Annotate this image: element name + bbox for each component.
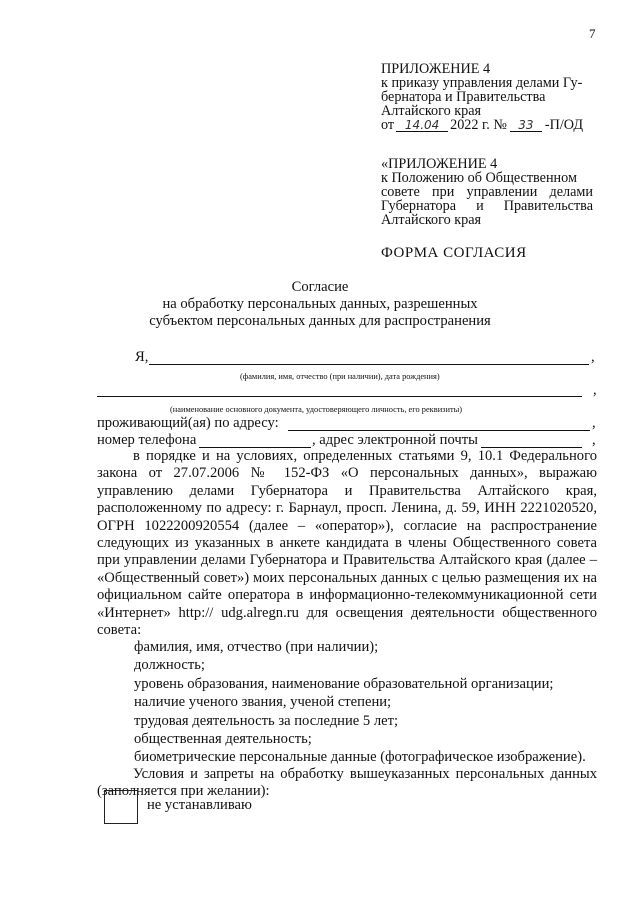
fio-input-line[interactable] [149, 364, 589, 365]
annex-order-line: Алтайского края [381, 103, 482, 119]
annex-regulation-line: Губернатора и Правительства [381, 198, 593, 214]
form-title: ФОРМА СОГЛАСИЯ [381, 245, 527, 261]
list-item: уровень образования, наименование образовательной организации; [134, 675, 554, 692]
consent-paragraph: в порядке и на условиях, определенных статьями 9, 10.1 Федерального закона от 27.07.2006 № 152-ФЗ «О персональных данных», выражаю управлению делами Губернатора и Правительства Алтайского края, расположенному по адресу: г. Барнаул, просп. Ленина, д. 59, ИНН 2221020520, ОГРН 1022200920554 (далее – «оператор»), согласие на распространение следующих из указанных в анкете кандидата в члены Общественного совета при управлении делами Губернатора и Правительства Алтайского края (далее – «Общественный совет») моих персональных данных с целью размещения их на официальном сайте оператора в информационно-телекоммуникационной сети «Интернет» http:// udg.alregn.ru для освещения деятельности общественного совета: [97, 448, 597, 639]
date-prefix: от [381, 117, 395, 133]
not-set-checkbox[interactable] [104, 790, 138, 824]
annex-order [381, 62, 593, 132]
list-item: трудовая деятельность за последние 5 лет; [134, 712, 399, 729]
handwritten-number: 33 [510, 119, 542, 132]
list-item: биометрические персональные данные (фотографическое изображение). [134, 749, 586, 766]
annex-order-line: бернатора и Правительства [381, 89, 546, 105]
fio-hint: (фамилия, имя, отчество (при наличии), дата рождения) [240, 372, 440, 381]
consent-body [97, 448, 597, 639]
annex-regulation-line: Алтайского края [381, 212, 482, 228]
annex-order-date-line [381, 118, 593, 132]
handwritten-date: 14.04 [396, 119, 448, 132]
comma: , [592, 415, 596, 431]
annex-regulation [381, 157, 593, 227]
list-item: наличие ученого звания, ученой степени; [134, 694, 392, 711]
page-number: 7 [589, 26, 596, 41]
document-input-line[interactable] [97, 396, 582, 397]
conditions-paragraph: Условия и запреты на обработку вышеуказанных персональных данных (заполняется при желании): [97, 766, 597, 800]
consent-subtitle: на обработку персональных данных, разрешенных [162, 296, 478, 312]
personal-data-list [134, 638, 586, 767]
date-year: 2022 г. № [450, 117, 507, 133]
annex-regulation-title: «ПРИЛОЖЕНИЕ 4 [381, 156, 498, 172]
list-item: фамилия, имя, отчество (при наличии); [134, 639, 379, 655]
annex-regulation-line: к Положению об Общественном [381, 170, 577, 186]
comma: , [592, 432, 596, 448]
annex-order-line: к приказу управления делами Гу- [381, 75, 583, 91]
document-hint: (наименование основного документа, удостоверяющего личность, его реквизиты) [170, 405, 463, 414]
order-suffix: -П/ОД [544, 117, 584, 133]
consent-subtitle: субъектом персональных данных для распространения [149, 313, 491, 329]
checkbox-label: не устанавливаю [147, 797, 252, 813]
comma: , [591, 349, 595, 365]
annex-regulation-line: совете при управлении делами [381, 184, 593, 200]
list-item: общественная деятельность; [134, 731, 312, 748]
address-label: проживающий(ая) по адресу: [97, 415, 279, 431]
consent-title: Согласие [291, 279, 349, 295]
i-label: Я, [135, 349, 149, 365]
list-item: должность; [134, 657, 205, 674]
email-label: , адрес электронной почты [312, 432, 478, 448]
conditions-block [97, 766, 597, 801]
phone-label: номер телефона [97, 432, 197, 448]
comma: , [593, 382, 597, 398]
address-input-line[interactable] [288, 430, 590, 431]
annex-order-title: ПРИЛОЖЕНИЕ 4 [381, 61, 491, 77]
